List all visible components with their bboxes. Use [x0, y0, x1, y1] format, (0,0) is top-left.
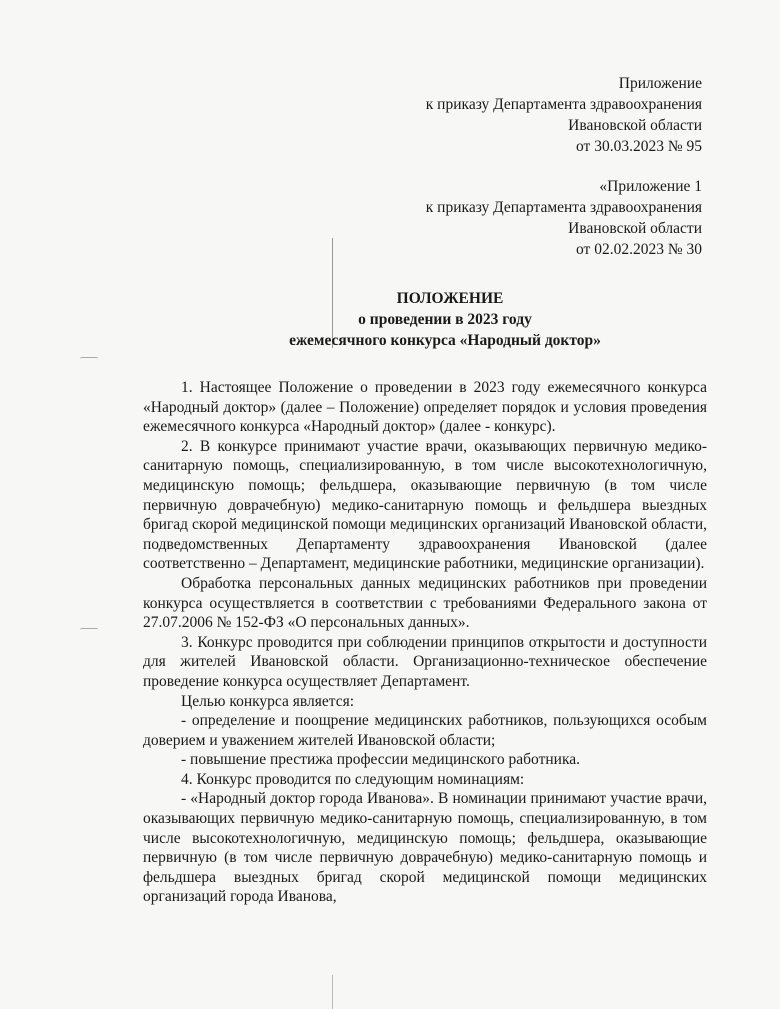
annex-line: Ивановской области [568, 117, 702, 134]
title-line: ежемесячного конкурса «Народный доктор» [289, 332, 601, 349]
annex-current-header [426, 73, 702, 157]
title-line: ПОЛОЖЕНИЕ [396, 290, 504, 307]
document-title [0, 288, 780, 351]
paragraph: Обработка персональных данных медицинских работников при проведении конкурса осуществляется в соответствии с требованиями Федерального закона от 27.07.2006 № 152-ФЗ «О персональных данных». [143, 574, 707, 632]
paragraph: 4. Конкурс проводится по следующим номинациям: [181, 770, 525, 788]
annex-line: Приложение [618, 75, 702, 92]
title-line: о проведении в 2023 году [358, 311, 532, 328]
annex-line: Ивановской области [568, 220, 702, 237]
paragraph: 3. Конкурс проводится при соблюдении принципов открытости и доступности для жителей Ивановской области. Организационно-техническое обеспечение проведение конкурса осуществляет Департамент. [143, 633, 707, 690]
paragraph: - «Народный доктор города Иванова». В номинации принимают участие врачи, оказывающих первичную медико-санитарную помощь, специализированную, в том числе высокотехнологичную, медицинскую помощь; фельдшера, оказывающие первичную (в том числе первичную доврачебную) медико-санитарную помощь и фельдшера выездных бригад скорой медицинской помощи медицинских организаций города Иванова, [143, 790, 707, 906]
paragraph: 2. В конкурсе принимают участие врачи, оказывающих первичную медико-санитарную помощь, специализированную, в том числе высокотехнологичную, медицинскую помощь; фельдшера, оказывающие первичную (в том числе первичную доврачебную) медико-санитарную помощь и фельдшера выездных бригад скорой медицинской помощи медицинских организаций Ивановской области, подведомственных Департаменту здравоохранения Ивановской (далее соответственно – Департамент, медицинские работники, медицинские организации). [143, 437, 707, 573]
scan-artifact-line [332, 975, 333, 1009]
paragraph: - определение и поощрение медицинских работников, пользующихся особым доверием и уважением жителей Ивановской области; [143, 712, 707, 749]
annex-line: «Приложение 1 [599, 178, 702, 195]
document-body [143, 378, 707, 907]
annex-line: к приказу Департамента здравоохранения [425, 96, 702, 113]
annex-line: от 30.03.2023 № 95 [576, 138, 702, 155]
annex-previous-header [426, 176, 702, 260]
punch-hole-mark [80, 357, 98, 359]
paragraph: Целью конкурса является: [181, 692, 355, 710]
paragraph: - повышение престижа профессии медицинского работника. [181, 751, 581, 769]
paragraph: 1. Настоящее Положение о проведении в 2023 году ежемесячного конкурса «Народный доктор» (далее – Положение) определяет порядок и условия проведения ежемесячного конкурса «Народный доктор» (далее - конкурс). [143, 379, 707, 436]
annex-line: от 02.02.2023 № 30 [576, 241, 702, 258]
punch-hole-mark [80, 628, 98, 630]
annex-line: к приказу Департамента здравоохранения [425, 199, 702, 216]
